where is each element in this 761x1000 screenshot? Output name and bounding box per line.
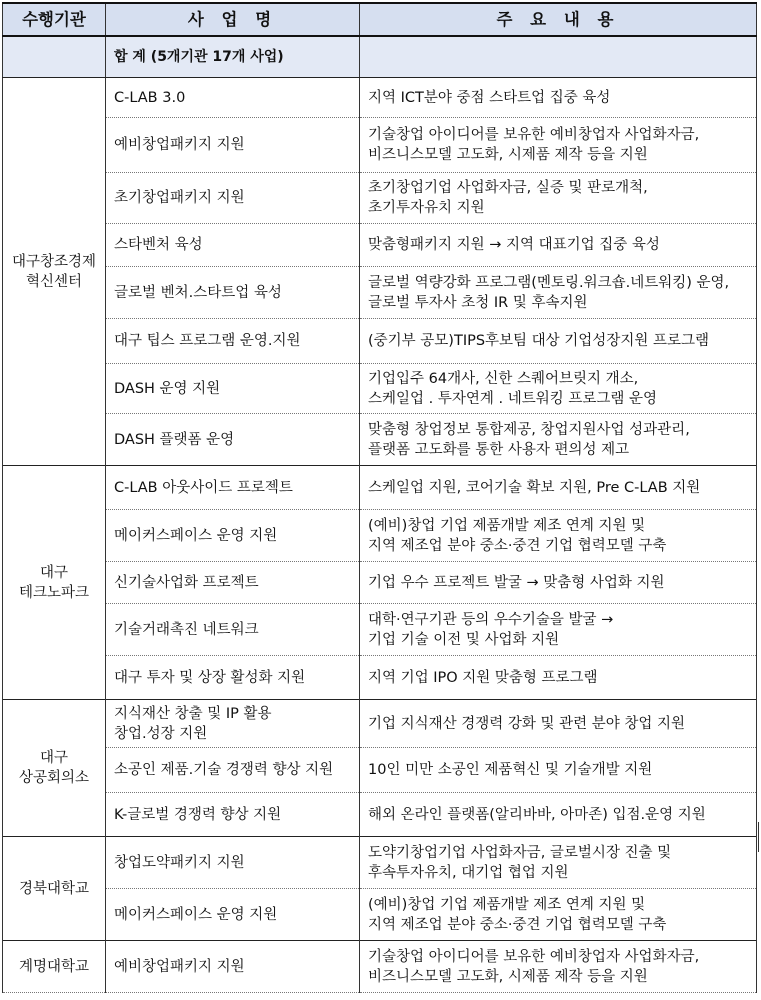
- org-name-line: 대구창조경제: [11, 253, 97, 270]
- program-name-line: DASH 운영 지원: [114, 380, 221, 397]
- program-content-cell: [360, 414, 757, 466]
- program-content-line: 10인 미만 소공인 제품혁신 및 기술개발 지원: [368, 762, 653, 778]
- program-content-line: 지역 제조업 분야 중소·중견 기업 협력모델 구축: [368, 537, 667, 554]
- program-content-line: 기술창업 아이디어를 보유한 예비창업자 사업화자금,: [368, 948, 700, 965]
- program-content-line: 맞춤형 창업정보 통합제공, 창업지원사업 성과관리,: [368, 421, 690, 438]
- program-content-line: 스케일업 지원, 코어기술 확보 지원, Pre C-LAB 지원: [368, 479, 701, 496]
- program-name-cell: [106, 224, 360, 267]
- total-org-cell: [3, 36, 106, 78]
- program-name-cell: [106, 604, 360, 656]
- program-content-cell: [360, 224, 757, 267]
- program-name-cell: [106, 267, 360, 319]
- org-name-line: 계명대학교: [18, 958, 90, 975]
- org-cell: [3, 941, 106, 993]
- program-name-cell: [106, 941, 360, 993]
- table-row: [3, 173, 757, 224]
- program-content-line: 후속투자유치, 대기업 협업 지원: [368, 864, 569, 881]
- program-content-cell: [360, 941, 757, 993]
- table-row: [3, 414, 757, 466]
- program-content-cell: [360, 604, 757, 656]
- program-content-line: 글로벌 투자사 초청 IR 및 후속지원: [368, 294, 588, 311]
- program-content-line: 해외 온라인 플랫폼(알리바바, 아마존) 입점.운영 지원: [368, 806, 706, 823]
- program-content-cell: [360, 118, 757, 173]
- table-row: [3, 510, 757, 562]
- program-name-line: 기술거래촉진 네트워크: [114, 621, 259, 638]
- program-name-cell: [106, 656, 360, 700]
- table-row: [3, 793, 757, 837]
- program-content-cell: [360, 466, 757, 510]
- program-content-line: 플랫폼 고도화를 통한 사용자 편의성 제고: [368, 441, 630, 458]
- header-row: [3, 3, 757, 36]
- program-content-line: 기업입주 64개사, 신한 스퀘어브릿지 개소,: [368, 370, 639, 387]
- program-content-cell: [360, 562, 757, 604]
- program-name-cell: [106, 364, 360, 414]
- org-name-line: 대구: [39, 564, 68, 581]
- org-name-line: 테크노파크: [18, 584, 90, 601]
- program-name-line: 예비창업패키지 지원: [114, 958, 245, 975]
- header-content: 주 요 내 용: [360, 3, 757, 36]
- program-name-line: 신기술사업화 프로젝트: [114, 574, 259, 591]
- table-row: [3, 700, 757, 748]
- org-cell: [3, 466, 106, 700]
- org-cell: [3, 78, 106, 466]
- program-name-line: 대구 투자 및 상장 활성화 지원: [114, 669, 306, 686]
- program-name-line: C-LAB 아웃사이드 프로젝트: [114, 479, 293, 496]
- program-name-cell: [106, 510, 360, 562]
- table-row: [3, 78, 757, 118]
- program-name-line: K-글로벌 경쟁력 향상 지원: [114, 806, 282, 823]
- program-name-line: 초기창업패키지 지원: [114, 190, 245, 206]
- program-content-cell: [360, 656, 757, 700]
- header-program: 사 업 명: [106, 3, 360, 36]
- table-row: [3, 267, 757, 319]
- program-name-line: 창업도약패키지 지원: [114, 854, 245, 871]
- program-content-line: 비즈니스모델 고도화, 시제품 제작 등을 지원: [368, 147, 648, 163]
- program-content-line: (예비)창업 기업 제품개발 제조 연계 지원 및: [368, 517, 646, 534]
- program-content-line: 기업 기술 이전 및 사업화 지원: [368, 631, 560, 648]
- program-content-cell: [360, 889, 757, 941]
- program-content-line: 비즈니스모델 고도화, 시제품 제작 등을 지원: [368, 968, 648, 985]
- org-cell: [3, 700, 106, 837]
- program-content-line: 초기창업기업 사업화자금, 실증 및 판로개척,: [368, 180, 648, 196]
- program-name-cell: [106, 78, 360, 118]
- program-content-line: 기업 우수 프로젝트 발굴 → 맞춤형 사업화 지원: [368, 574, 665, 591]
- program-content-line: 기업 지식재산 경쟁력 강화 및 관련 분야 창업 지원: [368, 715, 686, 732]
- program-content-line: 지역 제조업 분야 중소·중견 기업 협력모델 구축: [368, 916, 667, 933]
- table-row: [3, 224, 757, 267]
- program-name-line: 소공인 제품.기술 경쟁력 향상 지원: [114, 762, 334, 778]
- program-name-cell: [106, 837, 360, 889]
- program-name-line: DASH 플랫폼 운영: [114, 431, 235, 448]
- program-name-line: 메이커스페이스 운영 지원: [114, 906, 278, 923]
- program-content-cell: [360, 793, 757, 837]
- table-row: [3, 748, 757, 793]
- program-content-line: (예비)창업 기업 제품개발 제조 연계 지원 및: [368, 896, 646, 913]
- table-row: [3, 118, 757, 173]
- program-name-line: C-LAB 3.0: [114, 89, 186, 106]
- program-content-line: 초기투자유치 지원: [368, 200, 485, 216]
- program-name-line: 창업.성장 지원: [114, 725, 208, 742]
- text-cursor: [758, 822, 759, 852]
- program-content-cell: [360, 748, 757, 793]
- org-name-line: 혁신센터: [25, 273, 83, 290]
- total-label: 합 계 (5개기관 17개 사업): [106, 36, 360, 78]
- program-name-line: 대구 팁스 프로그램 운영.지원: [114, 333, 301, 349]
- total-content-cell: [360, 36, 757, 78]
- program-name-line: 메이커스페이스 운영 지원: [114, 527, 278, 544]
- program-content-line: 글로벌 역량강화 프로그램(멘토링.워크숍.네트워킹) 운영,: [368, 274, 730, 291]
- program-content-line: 지역 ICT분야 중점 스타트업 집중 육성: [368, 89, 611, 106]
- org-cell: [3, 837, 106, 941]
- program-content-line: 도약기창업기업 사업화자금, 글로벌시장 진출 및: [368, 844, 672, 861]
- program-content-line: 맞춤형패키지 지원 → 지역 대표기업 집중 육성: [368, 237, 660, 253]
- program-name-line: 예비창업패키지 지원: [114, 137, 245, 153]
- program-content-cell: [360, 837, 757, 889]
- table-row: [3, 941, 757, 993]
- program-content-cell: [360, 510, 757, 562]
- program-content-cell: [360, 173, 757, 224]
- program-content-line: 대학·연구기관 등의 우수기술을 발굴 →: [368, 611, 614, 628]
- program-content-line: 기술창업 아이디어를 보유한 예비창업자 사업화자금,: [368, 127, 700, 143]
- total-row: [3, 36, 757, 78]
- table-row: [3, 837, 757, 889]
- program-name-line: 지식재산 창출 및 IP 활용: [114, 705, 272, 722]
- org-name-line: 상공회의소: [18, 770, 90, 786]
- program-content-cell: [360, 267, 757, 319]
- program-name-cell: [106, 889, 360, 941]
- table-row: [3, 364, 757, 414]
- program-content-line: (중기부 공모)TIPS후보팀 대상 기업성장지원 프로그램: [368, 333, 709, 349]
- program-name-cell: [106, 466, 360, 510]
- program-name-line: 스타벤처 육성: [114, 237, 203, 253]
- org-name-line: 경북대학교: [18, 880, 90, 897]
- program-name-cell: [106, 118, 360, 173]
- program-name-cell: [106, 748, 360, 793]
- program-content-cell: [360, 700, 757, 748]
- program-name-cell: [106, 173, 360, 224]
- program-name-line: 글로벌 벤처.스타트업 육성: [114, 284, 282, 301]
- table-row: [3, 319, 757, 364]
- program-content-cell: [360, 78, 757, 118]
- program-content-line: 지역 기업 IPO 지원 맞춤형 프로그램: [368, 669, 598, 686]
- table-row: [3, 604, 757, 656]
- table-row: [3, 466, 757, 510]
- program-name-cell: [106, 700, 360, 748]
- table-row: [3, 889, 757, 941]
- program-content-cell: [360, 364, 757, 414]
- program-table: [2, 2, 757, 993]
- program-name-cell: [106, 414, 360, 466]
- program-name-cell: [106, 562, 360, 604]
- table-row: [3, 562, 757, 604]
- program-content-line: 스케일업 . 투자연계 . 네트워킹 프로그램 운영: [368, 390, 657, 407]
- program-name-cell: [106, 319, 360, 364]
- program-content-cell: [360, 319, 757, 364]
- table-row: [3, 656, 757, 700]
- header-org: 수행기관: [3, 3, 106, 36]
- org-name-line: 대구: [39, 750, 68, 766]
- program-name-cell: [106, 793, 360, 837]
